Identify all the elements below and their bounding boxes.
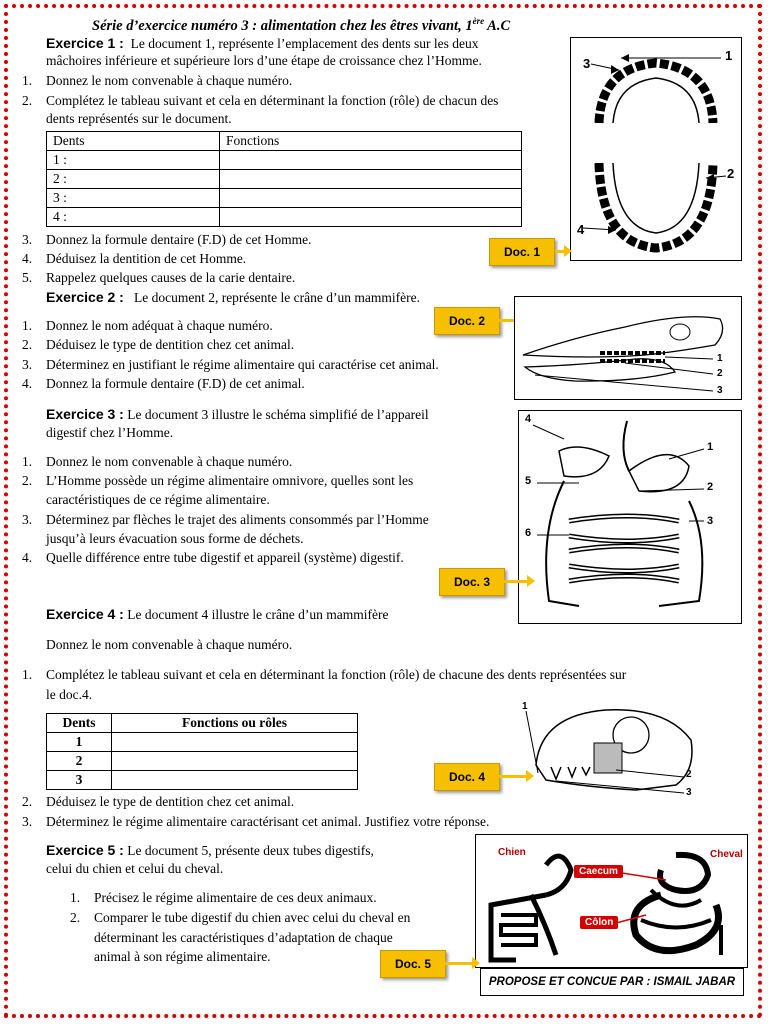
doc4-skull-figure [516, 695, 716, 807]
table-row: 2 : [47, 170, 522, 189]
ex3-q4: 4. Quelle différence entre tube digestif et appareil (système) digestif. [22, 550, 404, 565]
ex1-q1: 1. Donnez le nom convenable à chaque numéro. [22, 73, 293, 88]
label-3: 3 [707, 515, 714, 527]
ex4-q2: 2. Déduisez le type de dentition chez cet animal. [22, 794, 295, 809]
label-1: 1 [717, 353, 723, 364]
ex5-q2-cont1: déterminant les caractéristiques d’adaptation de chaque [94, 930, 393, 945]
ex2-intro: Exercice 2 : Le document 2, représente le crâne d’un mammifère. [46, 289, 420, 305]
doc5-tubes-figure [475, 834, 748, 968]
ex1-intro-line1: Exercice 1 : Le document 1, représente l’emplacement des dents sur les deux [46, 35, 479, 51]
doc3-digestive-figure [518, 410, 742, 624]
label-2: 2 [717, 368, 723, 379]
author-credit: PROPOSE ET CONCUE PAR : ISMAIL JABAR [480, 968, 744, 996]
ex5-intro-line1: Exercice 5 : Le document 5, présente deux tubes digestifs, [46, 842, 374, 858]
ex1-q2: 2. Complétez le tableau suivant et cela en déterminant la fonction (rôle) de chacun des [22, 93, 499, 108]
ex4-q3: 3. Déterminez le régime alimentaire caractérisant cet animal. Justifiez votre réponse. [22, 814, 490, 829]
ex5-q2: 2. Comparer le tube digestif du chien avec celui du cheval en [70, 910, 411, 925]
doc3-arrow [504, 580, 528, 583]
ex4-table [46, 713, 358, 790]
skull-diagram [515, 297, 741, 399]
label-1: 1 [522, 701, 528, 712]
label-4: 4 [525, 413, 532, 425]
ex3-q2: 2. L’Homme possède un régime alimentaire omnivore, quelles sont les [22, 473, 414, 488]
ex3-intro-line2: digestif chez l’Homme. [46, 425, 174, 440]
doc3-label: Doc. 3 [439, 568, 505, 596]
ex3-q3: 3. Déterminez par flèches le trajet des aliments consommés par l’Homme [22, 512, 429, 527]
ex4-q1: 1. Complétez le tableau suivant et cela en déterminant la fonction (rôle) de chacune des dents représentées sur [22, 667, 627, 682]
label-cheval: Cheval [710, 849, 743, 860]
ex1-table [46, 131, 522, 227]
doc4-label: Doc. 4 [434, 763, 500, 791]
label-1: 1 [707, 441, 714, 453]
label-2: 2 [707, 481, 714, 493]
table-row: 4 : [47, 208, 522, 227]
table-row: 3 [47, 771, 358, 790]
label-2: 2 [686, 769, 692, 780]
label-4: 4 [577, 222, 585, 237]
ex5-q1: 1. Précisez le régime alimentaire de ces deux animaux. [70, 890, 377, 905]
ex3-q1: 1. Donnez le nom convenable à chaque numéro. [22, 454, 293, 469]
ex2-q3: 3. Déterminez en justifiant le régime alimentaire qui caractérise cet animal. [22, 357, 439, 372]
table-header: Dents [47, 132, 220, 151]
label-caecum: Caecum [574, 865, 623, 878]
ex1-q5: 5. Rappelez quelques causes de la carie dentaire. [22, 270, 296, 285]
ex2-q2: 2. Déduisez le type de dentition chez cet animal. [22, 337, 295, 352]
doc1-label: Doc. 1 [489, 238, 555, 266]
ex3-intro-line1: Exercice 3 : Le document 3 illustre le schéma simplifié de l’appareil [46, 406, 429, 422]
table-header: Dents [47, 714, 112, 733]
doc5-arrow [445, 962, 473, 965]
ex1-intro-line2: mâchoires inférieure et supérieure lors d’une étape de croissance chez l’Homme. [46, 53, 482, 68]
doc1-arrow [555, 250, 565, 253]
ex5-q2-cont2: animal à son régime alimentaire. [94, 949, 271, 964]
label-chien: Chien [498, 847, 526, 858]
ex1-q4: 4. Déduisez la dentition de cet Homme. [22, 251, 247, 266]
table-header: Fonctions [220, 132, 522, 151]
ex3-q2-cont: caractéristiques de ce régime alimentaire. [46, 492, 270, 507]
ex5-intro-line2: celui du chien et celui du cheval. [46, 861, 224, 876]
ex4-intro: Exercice 4 : Le document 4 illustre le crâne d’un mammifère [46, 606, 389, 622]
ex4-q1-cont: le doc.4. [46, 687, 93, 702]
table-row: 1 [47, 733, 358, 752]
label-3: 3 [583, 56, 591, 71]
doc1-teeth-figure [570, 37, 742, 261]
teeth-diagram [571, 38, 741, 260]
label-1: 1 [725, 48, 733, 63]
ex2-q1: 1. Donnez le nom adéquat à chaque numéro. [22, 318, 273, 333]
ex3-q3-cont: jusqu’à leurs évacuation sous forme de déchets. [46, 531, 304, 546]
table-row: 3 : [47, 189, 522, 208]
page-title: Série d’exercice numéro 3 : alimentation chez les êtres vivant, 1ère A.C [92, 16, 511, 34]
label-3: 3 [717, 385, 723, 396]
label-colon: Côlon [580, 916, 618, 929]
doc5-label: Doc. 5 [380, 950, 446, 978]
table-row: 2 [47, 752, 358, 771]
label-5: 5 [525, 475, 532, 487]
doc2-skull-figure [514, 296, 742, 400]
label-3: 3 [686, 787, 692, 798]
ex2-q4: 4. Donnez la formule dentaire (F.D) de cet animal. [22, 376, 305, 391]
table-header: Fonctions ou rôles [112, 714, 358, 733]
label-2: 2 [727, 166, 735, 181]
ex1-q3: 3. Donnez la formule dentaire (F.D) de cet Homme. [22, 232, 312, 247]
ex1-q2-cont: dents représentés sur le document. [46, 111, 232, 126]
ex4-q0: Donnez le nom convenable à chaque numéro. [46, 637, 293, 652]
label-6: 6 [525, 527, 532, 539]
table-row: 1 : [47, 151, 522, 170]
doc2-label: Doc. 2 [434, 307, 500, 335]
